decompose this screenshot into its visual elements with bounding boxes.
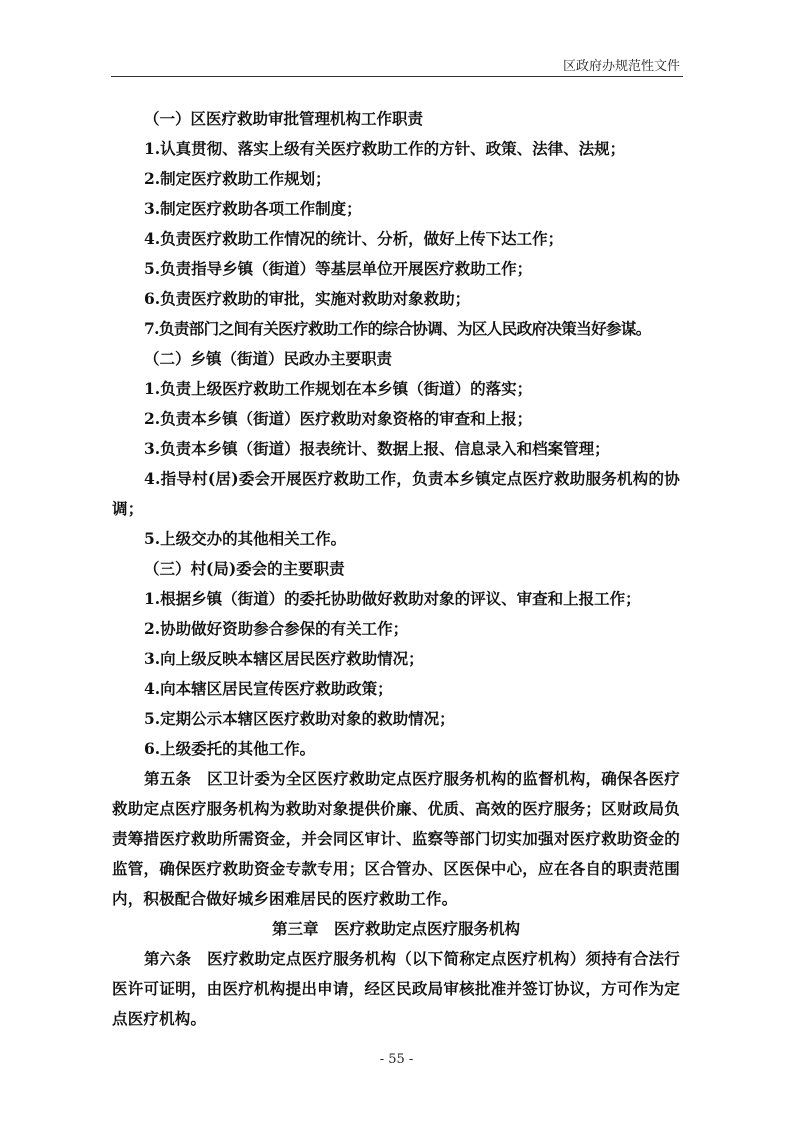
article-6: 第六条 医疗救助定点医疗服务机构（以下简称定点医疗机构）须持有合法行医许可证明，由医疗机构提出申请，经区民政局审核批准并签订协议，方可作为定点医疗机构。 bbox=[112, 949, 680, 1028]
section-heading: （一）区医疗救助审批管理机构工作职责 bbox=[144, 109, 424, 128]
body-line: 2.负责本乡镇（街道）医疗救助对象资格的审查和上报； bbox=[144, 409, 533, 428]
body-line: 1.认真贯彻、落实上级有关医疗救助工作的方针、政策、法律、法规； bbox=[144, 139, 626, 158]
body-line: 3.向上级反映本辖区居民医疗救助情况； bbox=[144, 649, 424, 668]
body-line: 2.制定医疗救助工作规划； bbox=[144, 169, 331, 188]
body-line: 5.定期公示本辖区医疗救助对象的救助情况； bbox=[144, 709, 455, 728]
chapter-title: 第三章 医疗救助定点医疗服务机构 bbox=[271, 919, 520, 938]
header-rule bbox=[111, 76, 683, 77]
header-text: 区政府办规范性文件 bbox=[562, 59, 680, 74]
body-line: 6.上级委托的其他工作。 bbox=[144, 739, 316, 758]
section-heading: （三）村(局)委会的主要职责 bbox=[144, 559, 345, 578]
article-5: 第五条 区卫计委为全区医疗救助定点医疗服务机构的监督机构，确保各医疗救助定点医疗服务机构为救助对象提供价廉、优质、高效的医疗服务；区财政局负责筹措医疗救助所需资金，并会同区审计、监察等部门切实加强对医疗救助资金的监管，确保医疗救助资金专款专用；区合管办、区医保中心，应在各自的职责范围内，积极配合做好城乡困难居民的医疗救助工作。 bbox=[112, 769, 680, 908]
body-line: 6.负责医疗救助的审批，实施对救助对象救助； bbox=[144, 289, 471, 308]
body-line: 3.负责本乡镇（街道）报表统计、数据上报、信息录入和档案管理； bbox=[144, 439, 610, 458]
body-line: 4.向本辖区居民宣传医疗救助政策； bbox=[144, 679, 393, 698]
body-line: 5.负责指导乡镇（街道）等基层单位开展医疗救助工作； bbox=[144, 259, 533, 278]
body-line: 1.负责上级医疗救助工作规划在本乡镇（街道）的落实； bbox=[144, 379, 533, 398]
body-line: 5.上级交办的其他相关工作。 bbox=[144, 529, 347, 548]
body-line: 4.负责医疗救助工作情况的统计、分析，做好上传下达工作； bbox=[144, 229, 564, 248]
body-line: 1.根据乡镇（街道）的委托协助做好救助对象的评议、审查和上报工作； bbox=[144, 589, 641, 608]
page-number: - 55 - bbox=[379, 1052, 414, 1067]
body-paragraph: 4.指导村(居)委会开展医疗救助工作，负责本乡镇定点医疗救助服务机构的协调； bbox=[112, 469, 680, 518]
section-heading: （二）乡镇（街道）民政办主要职责 bbox=[144, 349, 393, 368]
body-line: 2.协助做好资助参合参保的有关工作； bbox=[144, 619, 409, 638]
body-line: 3.制定医疗救助各项工作制度； bbox=[144, 199, 362, 218]
body-line: 7.负责部门之间有关医疗救助工作的综合协调、为区人民政府决策当好参谋。 bbox=[144, 319, 651, 338]
document-body bbox=[112, 104, 680, 1034]
